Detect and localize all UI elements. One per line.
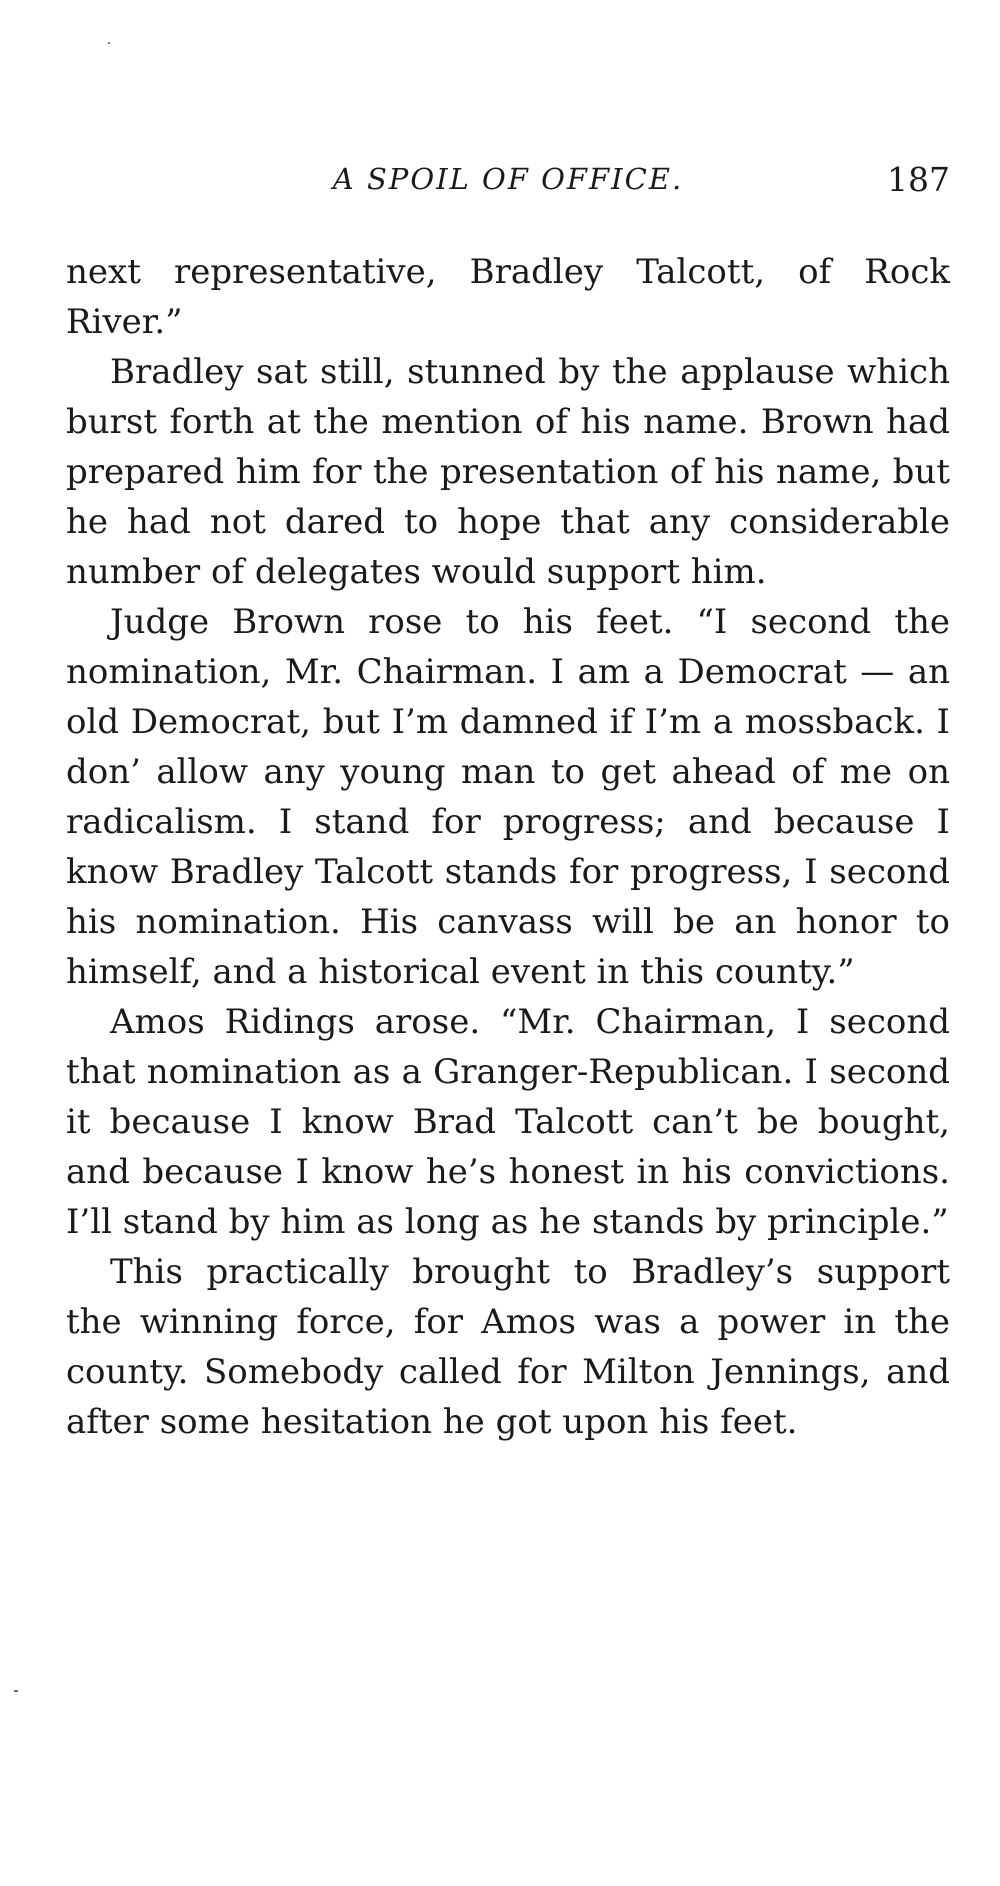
paragraph-3: Judge Brown rose to his feet. “I second the nomination, Mr. Chairman. I am a Democrat — an old Democrat, but I’m damned if I’m a mossback. I don’ allow any young man to get ahead of me on radicalism. I stand for progress; and because I know Bradley Talcott stands for progress, I second his nomination. His canvass will be an honor to himself, and a historical event in this county.”	[66, 602, 950, 992]
body-text	[66, 247, 950, 1447]
paragraph-1: next representative, Bradley Talcott, of Rock River.”	[66, 252, 950, 342]
page-number: 187	[887, 160, 950, 199]
print-speck	[108, 42, 110, 44]
paragraph-2: Bradley sat still, stunned by the applause which burst forth at the mention of his name. Brown had prepared him for the presentation of his name, but he had not dared to hope that any considerable number of delegates would support him.	[66, 352, 950, 592]
running-head	[66, 160, 950, 200]
print-speck	[14, 1690, 18, 1692]
running-title: A SPOIL OF OFFICE.	[332, 162, 684, 196]
paragraph-5: This practically brought to Bradley’s support the winning force, for Amos was a power in the county. Somebody called for Milton Jennings, and after some hesitation he got upon his feet.	[66, 1252, 950, 1442]
paragraph-4: Amos Ridings arose. “Mr. Chairman, I second that nomination as a Granger-Republican. I second it because I know Brad Talcott can’t be bought, and because I know he’s honest in his convictions. I’ll stand by him as long as he stands by principle.”	[66, 1002, 950, 1242]
